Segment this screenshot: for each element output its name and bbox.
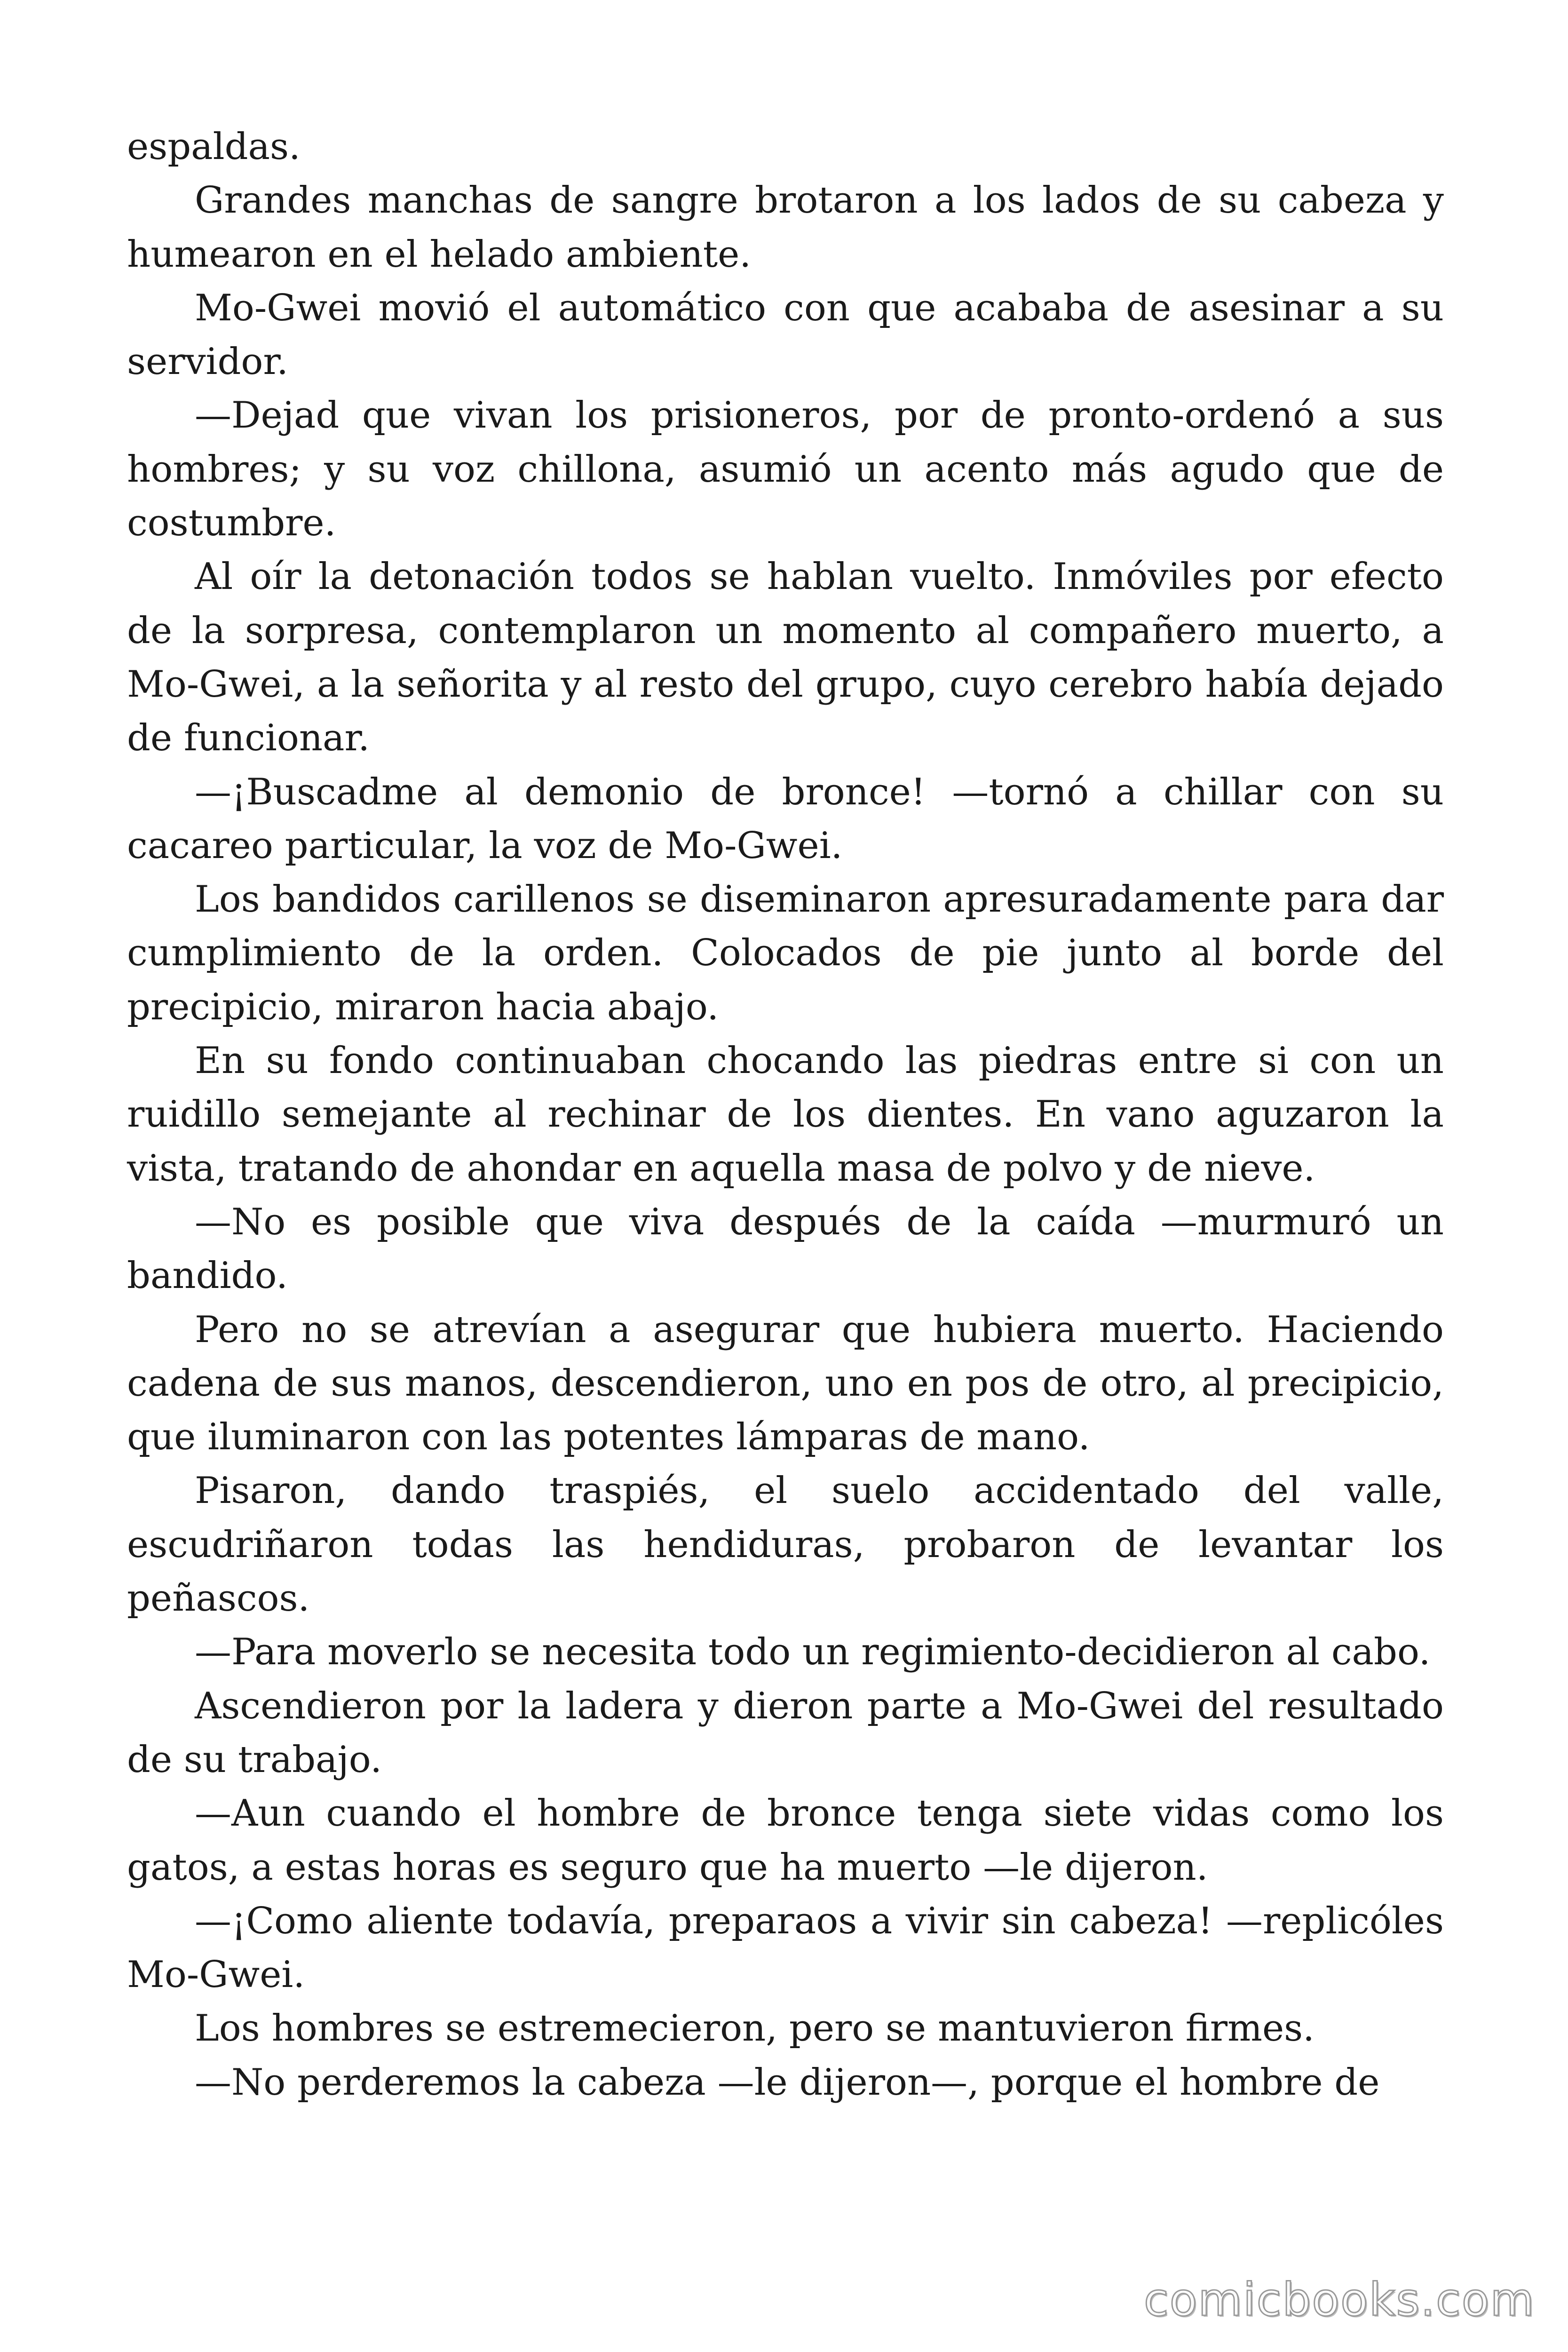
paragraph: Grandes manchas de sangre brotaron a los lados de su cabeza y humearon en el helado ambiente. [127,179,1444,276]
paragraph: —Aun cuando el hombre de bronce tenga siete vidas como los gatos, a estas horas es seguro que ha muerto —le dijeron. [127,1792,1444,1889]
paragraph: Los bandidos carillenos se diseminaron apresuradamente para dar cumplimiento de la orden. Colocados de pie junto al borde del precipicio, miraron hacia abajo. [127,878,1444,1028]
paragraph: Pero no se atrevían a asegurar que hubiera muerto. Haciendo cadena de sus manos, descendieron, uno en pos de otro, al precipicio, que iluminaron con las potentes lámparas de mano. [127,1308,1444,1459]
paragraph: —No es posible que viva después de la caída —murmuró un bandido. [127,1200,1444,1297]
paragraph: —Para moverlo se necesita todo un regimiento-decidieron al cabo. [195,1631,1431,1674]
paragraph: En su fondo continuaban chocando las piedras entre si con un ruidillo semejante al rechinar de los dientes. En vano aguzaron la vista, tratando de ahondar en aquella masa de polvo y de nieve. [127,1040,1444,1190]
paragraph: Al oír la detonación todos se hablan vuelto. Inmóviles por efecto de la sorpresa, contemplaron un momento al compañero muerto, a Mo-Gwei, a la señorita y al resto del grupo, cuyo cerebro había dejado de funcionar. [127,556,1444,760]
paragraph: Mo-Gwei movió el automático con que acababa de asesinar a su servidor. [127,286,1444,383]
paragraph: Ascendieron por la ladera y dieron parte a Mo-Gwei del resultado de su trabajo. [127,1685,1444,1781]
paragraph: —¡Buscadme al demonio de bronce! —tornó a chillar con su cacareo particular, la voz de Mo-Gwei. [127,771,1444,867]
paragraph: —Dejad que vivan los prisioneros, por de pronto-ordenó a sus hombres; y su voz chillona, asumió un acento más agudo que de costumbre. [127,394,1444,545]
paragraph: —No perderemos la cabeza —le dijeron—, porque el hombre de [195,2061,1380,2104]
watermark: comicbooks.com [1143,2273,1535,2326]
paragraph: Pisaron, dando traspiés, el suelo accidentado del valle, escudriñaron todas las hendiduras, probaron de levantar los peñascos. [127,1470,1444,1620]
paragraph: espaldas. [127,126,301,168]
paragraph: Los hombres se estremecieron, pero se mantuvieron firmes. [195,2007,1315,2050]
page-body [127,120,1444,2109]
paragraph: —¡Como aliente todavía, preparaos a vivir sin cabeza! —replicóles Mo-Gwei. [127,1899,1444,1996]
